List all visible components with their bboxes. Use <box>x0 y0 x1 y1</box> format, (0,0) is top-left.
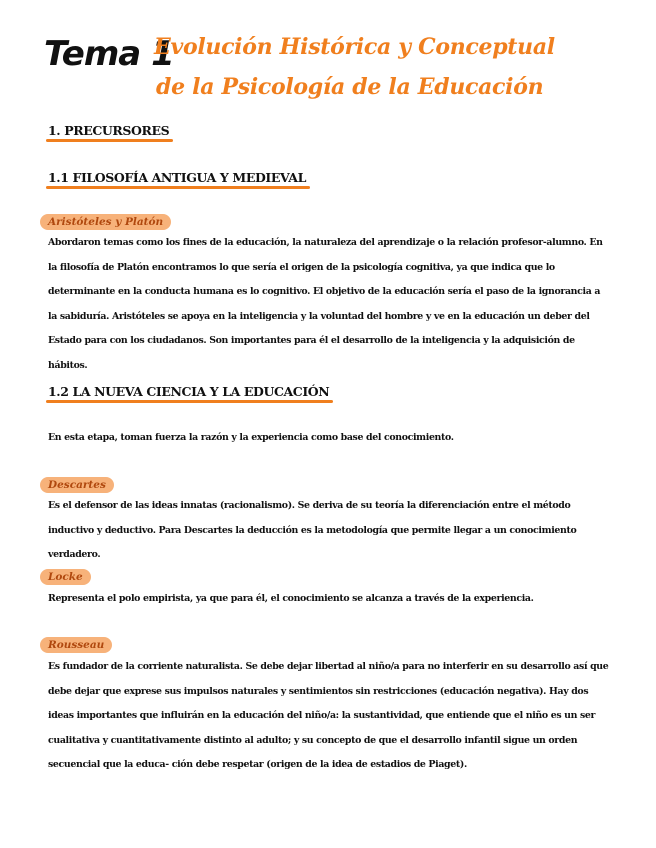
title-line-1: Evolución Histórica y Conceptual <box>154 34 555 60</box>
paragraph-nueva-ciencia: En esta etapa, toman fuerza la razón y la experiencia como base del conocimiento. <box>48 432 454 443</box>
tag-descartes: Descartes <box>40 477 114 493</box>
heading-nueva-ciencia: 1.2 LA NUEVA CIENCIA Y LA EDUCACIÓN <box>48 384 330 399</box>
heading-precursores: 1. PRECURSORES <box>48 123 170 138</box>
tag-rousseau: Rousseau <box>40 637 112 653</box>
paragraph-aristoteles: Abordaron temas como los fines de la educación, la naturaleza del aprendizaje o la relación profesor-alumno. En la filosofía de Platón encontramos lo que sería el origen de la psicología cognitiva, ya que indica que lo determinante en la conducta humana es lo cognitivo. El objetivo de la educación sería el paso de la ignorancia a la sabiduría. Aristóteles se apoya en la inteligencia y la voluntad del hombre y ve en la educación un deber del Estado para con los ciudadanos. Son importantes para él el desarrollo de la inteligencia y la adquisición de hábitos. <box>48 237 603 371</box>
heading-filosofia: 1.1 FILOSOFÍA ANTIGUA Y MEDIEVAL <box>48 170 306 185</box>
paragraph-descartes: Es el defensor de las ideas innatas (racionalismo). Se deriva de su teoría la diferenciación entre el método inductivo y deductivo. Para Descartes la deducción es la metodología que permite llegar a un conocimiento verdadero. <box>48 500 577 560</box>
tag-locke: Locke <box>40 569 91 585</box>
paragraph-locke: Representa el polo empirista, ya que para él, el conocimiento se alcanza a través de la experiencia. <box>48 593 534 604</box>
paragraph-rousseau: Es fundador de la corriente naturalista. Se debe dejar libertad al niño/a para no interferir en su desarrollo así que debe dejar que exprese sus impulsos naturales y sentimientos sin restricciones (educación negativa). Hay dos ideas importantes que influirán en la educación del niño/a: la sustantividad, que entiende que el niño es un ser cualitativa y cuantitativamente distinto al adulto; y su concepto de que el desarrollo infantil sigue un orden secuencial que la educa- ción debe respetar (origen de la idea de estadios de Piaget). <box>48 661 609 770</box>
tag-aristoteles: Aristóteles y Platón <box>40 214 171 230</box>
title-line-2: de la Psicología de la Educación <box>156 74 544 100</box>
header <box>44 30 644 110</box>
tema-label: Tema 1 <box>44 34 174 74</box>
